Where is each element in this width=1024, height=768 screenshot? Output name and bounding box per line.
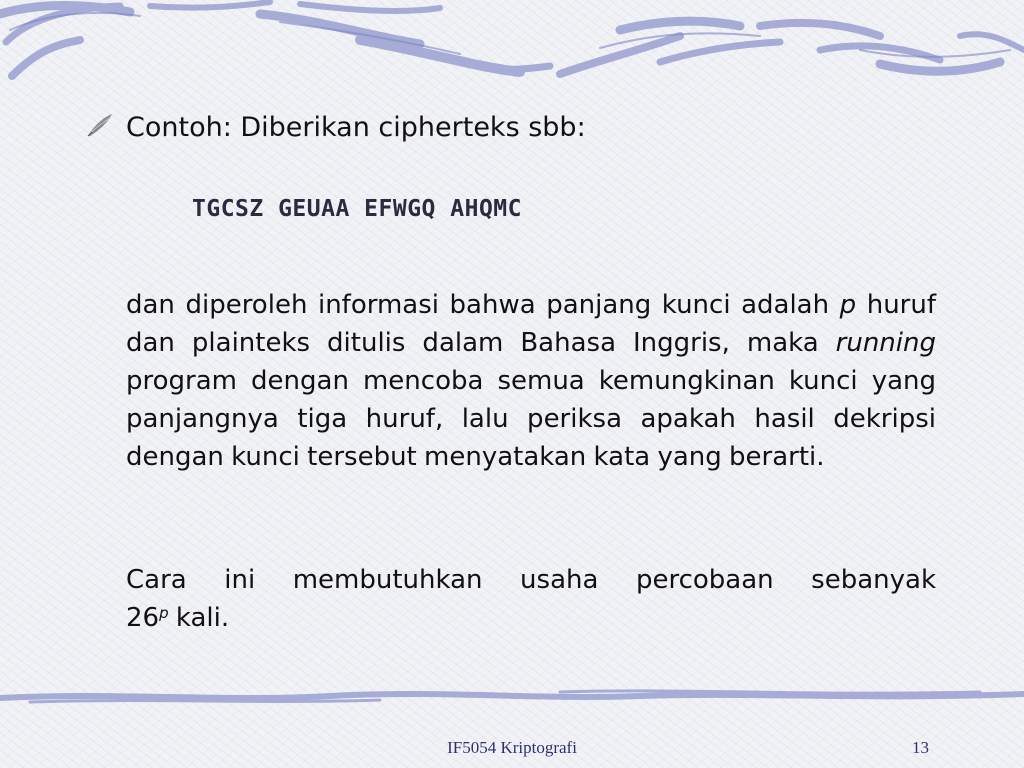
para2-end: kali.	[168, 603, 230, 633]
bottom-wave-decoration	[0, 684, 1024, 710]
para1-part1: dan diperoleh informasi bahwa panjang kunci adalah	[126, 290, 840, 320]
quill-bullet-icon	[86, 112, 114, 138]
footer-page-number: 13	[912, 738, 929, 757]
para2-line2	[126, 599, 936, 637]
bullet-example-heading: Contoh: Diberikan cipherteks sbb:	[126, 112, 586, 143]
para1-part2: huruf dan plainteks ditulis dalam Bahasa Inggris, maka	[126, 290, 951, 358]
ciphertext: TGCSZ GEUAA EFWGQ AHQMC	[192, 196, 522, 222]
paragraph-trial-count	[126, 561, 936, 637]
header-wave-decoration	[0, 0, 1024, 92]
key-length-variable: p	[839, 290, 857, 320]
footer-course-title: IF5054 Kriptografi	[447, 738, 577, 757]
paragraph-key-length	[126, 286, 951, 476]
para1-part3: program dengan mencoba semua kemungkinan kunci yang panjangnya tiga huruf, lalu periksa apakah hasil dekripsi dengan kunci tersebut menyatakan kata yang berarti.	[126, 366, 936, 472]
para2-line1: Cara ini membutuhkan usaha percobaan sebanyak	[126, 565, 936, 595]
power-exponent: p	[159, 604, 169, 622]
power-base: 26	[126, 603, 160, 633]
running-term: running	[835, 328, 936, 358]
